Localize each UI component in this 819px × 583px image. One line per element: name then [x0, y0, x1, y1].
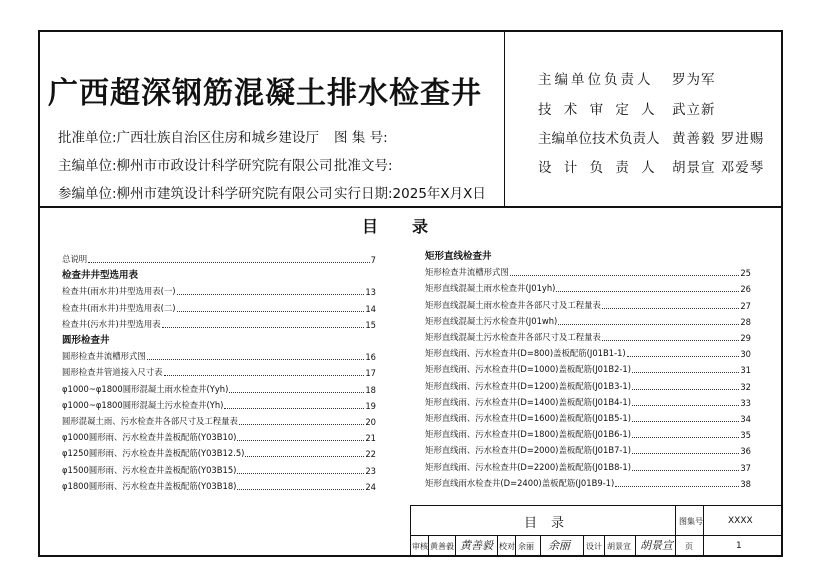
toc-leader-dots [632, 389, 739, 390]
check-signature: 余丽 [548, 539, 570, 552]
toc-entry-label: 矩形直线雨、污水检查井(D=1000)盖板配筋(J01B2-1) [425, 364, 632, 375]
toc-entry-label: 矩形直线雨、污水检查井(D=1400)盖板配筋(J01B4-1) [425, 396, 632, 407]
toc-leader-dots [632, 470, 739, 471]
toc-entry-page: 13 [365, 287, 376, 298]
toc-entry-page: 22 [365, 449, 376, 460]
toc-entry[interactable] [425, 412, 751, 424]
toc-entry[interactable] [62, 399, 376, 411]
toc-entry[interactable] [62, 285, 376, 297]
toc-leader-dots [632, 405, 739, 406]
toc-leader-dots [632, 453, 739, 454]
toc-leader-dots [164, 375, 365, 376]
atlas-number: 图 集 号: [334, 130, 388, 146]
toc-leader-dots [632, 372, 739, 373]
toc-leader-dots [558, 324, 739, 325]
toc-entry[interactable] [425, 347, 751, 359]
toc-entry-label: φ1250圆形雨、污水检查井盖板配筋(Y03B12.5) [62, 448, 245, 459]
toc-entry[interactable] [425, 477, 751, 489]
toc-entry[interactable] [62, 431, 376, 443]
toc-entry[interactable] [425, 299, 751, 311]
toc-entry-page: 25 [740, 268, 751, 279]
toc-leader-dots [615, 486, 739, 487]
toc-entry-label: 矩形直线雨、污水检查井(D=800)盖板配筋(J01B1-1) [425, 348, 626, 359]
toc-entry[interactable] [425, 380, 751, 392]
toc-entry-label: 矩形直线雨、污水检查井(D=1800)盖板配筋(J01B6-1) [425, 429, 632, 440]
toc-entry-label: 圆形混凝土雨、污水检查井各部尺寸及工程量表 [62, 416, 238, 426]
participating-unit: 参编单位:柳州市建筑设计科学研究院有限公司 [58, 186, 333, 202]
role-name: 武立新 [672, 102, 716, 118]
toc-entry[interactable] [425, 396, 751, 408]
toc-entry[interactable] [62, 350, 376, 362]
role-label: 主编单位负责人 [538, 72, 654, 88]
toc-entry-page: 7 [370, 255, 376, 265]
toc-entry[interactable] [62, 366, 376, 378]
toc-entry-page: 30 [740, 349, 751, 360]
toc-entry-page: 35 [740, 430, 751, 441]
toc-entry-page: 21 [365, 433, 376, 444]
toc-entry-page: 37 [740, 462, 751, 473]
toc-leader-dots [556, 291, 739, 292]
design-name: 胡景宣 [607, 542, 631, 551]
toc-entry-label: 总说明 [62, 254, 88, 264]
toc-entry-label: 检查井(雨水井)井型选用表(一) [62, 286, 176, 297]
header-divider [504, 30, 505, 207]
toc-entry-page: 19 [365, 400, 376, 411]
toc-entry-label: 矩形直线混凝土雨水检查井(J01yh) [425, 283, 556, 294]
toc-entry-label: φ1500圆形雨、污水检查井盖板配筋(Y03B15) [62, 464, 237, 475]
toc-entry-label: 矩形直线混凝土污水检查井(J01wh) [425, 315, 558, 326]
toc-entry-page: 15 [365, 319, 376, 330]
toc-leader-dots [177, 311, 365, 312]
toc-entry-page: 16 [365, 352, 376, 363]
toc-entry[interactable] [425, 282, 751, 294]
toc-entry-page: 36 [740, 446, 751, 457]
title-block-name: 目录 [524, 516, 579, 531]
toc-entry-label: 矩形直线混凝土雨水检查井各部尺寸及工程量表 [425, 299, 601, 310]
approval-document: 批准文号: [334, 158, 393, 174]
toc-entry-label: φ1000~φ1800圆形混凝土污水检查井(Yh) [62, 399, 224, 410]
toc-entry-label: 矩形检查井流槽形式图 [425, 267, 509, 278]
atlas-label: 图集号 [679, 517, 703, 526]
header-bottom-line [38, 206, 783, 208]
toc-section-heading: 矩形直线检查井 [425, 251, 492, 262]
toc-entry-label: φ1800圆形雨、污水检查井盖板配筋(Y03B18) [62, 480, 237, 491]
review-name: 黄善毅 [430, 542, 454, 551]
role-label: 主编单位技术负责人 [538, 131, 660, 147]
toc-section-heading: 圆形检查井 [62, 335, 110, 346]
toc-entry[interactable] [425, 461, 751, 473]
toc-entry[interactable] [62, 480, 376, 492]
toc-entry-page: 17 [365, 368, 376, 379]
toc-entry-page: 31 [740, 365, 751, 376]
toc-section-heading: 检查井井型选用表 [62, 270, 139, 282]
toc-leader-dots [237, 489, 364, 490]
design-label: 设计 [586, 542, 602, 551]
toc-entry[interactable] [425, 266, 751, 278]
toc-entry-label: 矩形直线雨水检查井(D=2400)盖板配筋(J01B9-1) [425, 477, 615, 488]
toc-leader-dots [147, 359, 365, 360]
toc-entry-label: 圆形检查井流槽形式图 [62, 351, 146, 362]
toc-heading: 目录 [362, 217, 463, 236]
toc-entry-label: 矩形直线雨、污水检查井(D=1200)盖板配筋(J01B3-1) [425, 380, 632, 391]
toc-entry[interactable] [62, 447, 376, 459]
effective-date: 实行日期:2025年X月X日 [334, 186, 486, 202]
toc-leader-dots [245, 456, 364, 457]
toc-entry[interactable] [425, 444, 751, 456]
role-label: 技 术 审 定 人 [538, 102, 659, 118]
toc-entry[interactable] [425, 315, 751, 327]
toc-entry-page: 38 [740, 478, 751, 489]
toc-entry-page: 29 [740, 333, 751, 343]
toc-entry[interactable] [62, 253, 376, 265]
toc-entry-page: 18 [365, 384, 376, 395]
toc-entry-label: φ1000~φ1800圆形混凝土雨水检查井(Yyh) [62, 383, 229, 394]
toc-entry-page: 27 [740, 300, 751, 311]
toc-entry[interactable] [62, 464, 376, 476]
toc-entry-label: 矩形直线混凝土污水检查井各部尺寸及工程量表 [425, 332, 601, 342]
toc-entry[interactable] [62, 318, 376, 330]
toc-entry-label: 检查井(雨水井)井型选用表(二) [62, 302, 176, 313]
toc-entry-label: φ1000圆形雨、污水检查井盖板配筋(Y03B10) [62, 432, 237, 443]
toc-entry-label: 检查井(污水井)井型选用表 [62, 318, 161, 329]
toc-entry-label: 矩形直线雨、污水检查井(D=2000)盖板配筋(J01B7-1) [425, 445, 632, 456]
toc-entry-label: 矩形直线雨、污水检查井(D=2200)盖板配筋(J01B8-1) [425, 461, 632, 472]
toc-leader-dots [632, 421, 739, 422]
toc-entry-page: 20 [365, 417, 376, 427]
role-name: 罗为军 [672, 72, 716, 88]
toc-entry-page: 14 [365, 303, 376, 314]
toc-entry-page: 33 [740, 397, 751, 408]
toc-leader-dots [237, 473, 364, 474]
toc-leader-dots [237, 440, 364, 441]
toc-entry-page: 23 [365, 465, 376, 476]
toc-leader-dots [177, 294, 365, 295]
toc-leader-dots [224, 408, 364, 409]
toc-entry-page: 26 [740, 284, 751, 295]
check-name: 余丽 [518, 542, 534, 551]
editor-unit: 主编单位:柳州市市政设计科学研究院有限公司 [58, 158, 333, 174]
toc-entry[interactable] [425, 428, 751, 440]
page-label: 页 [685, 542, 693, 551]
role-label: 设 计 负 责 人 [538, 160, 659, 176]
toc-entry[interactable] [425, 363, 751, 375]
toc-entry[interactable] [425, 331, 751, 343]
toc-leader-dots [229, 392, 364, 393]
atlas-value: XXXX [728, 516, 753, 526]
toc-leader-dots [88, 262, 370, 263]
review-label: 审核 [412, 542, 428, 551]
toc-leader-dots [162, 327, 365, 328]
page-number: 1 [736, 541, 742, 551]
toc-leader-dots [239, 424, 364, 425]
page-title: 广西超深钢筋混凝土排水检查井 [48, 76, 482, 111]
toc-entry-page: 24 [365, 481, 376, 492]
toc-entry-page: 32 [740, 381, 751, 392]
toc-entry-page: 28 [740, 316, 751, 327]
toc-entry[interactable] [62, 415, 376, 427]
toc-entry-label: 圆形检查井管道接入尺寸表 [62, 367, 163, 378]
role-name: 胡景宣 邓爱琴 [672, 160, 765, 176]
toc-leader-dots [602, 308, 739, 309]
toc-leader-dots [632, 437, 739, 438]
toc-leader-dots [627, 356, 740, 357]
review-signature: 黄善毅 [460, 539, 493, 552]
toc-entry-label: 矩形直线雨、污水检查井(D=1600)盖板配筋(J01B5-1) [425, 413, 632, 423]
toc-leader-dots [510, 275, 740, 276]
toc-entry[interactable] [62, 383, 376, 395]
design-signature: 胡景宣 [640, 539, 673, 552]
toc-entry[interactable] [62, 302, 376, 314]
check-label: 校对 [499, 542, 515, 551]
toc-leader-dots [602, 340, 739, 341]
approval-unit: 批准单位:广西壮族自治区住房和城乡建设厅 [58, 130, 320, 146]
role-name: 黄善毅 罗进赐 [672, 131, 765, 147]
toc-entry-page: 34 [740, 414, 751, 424]
